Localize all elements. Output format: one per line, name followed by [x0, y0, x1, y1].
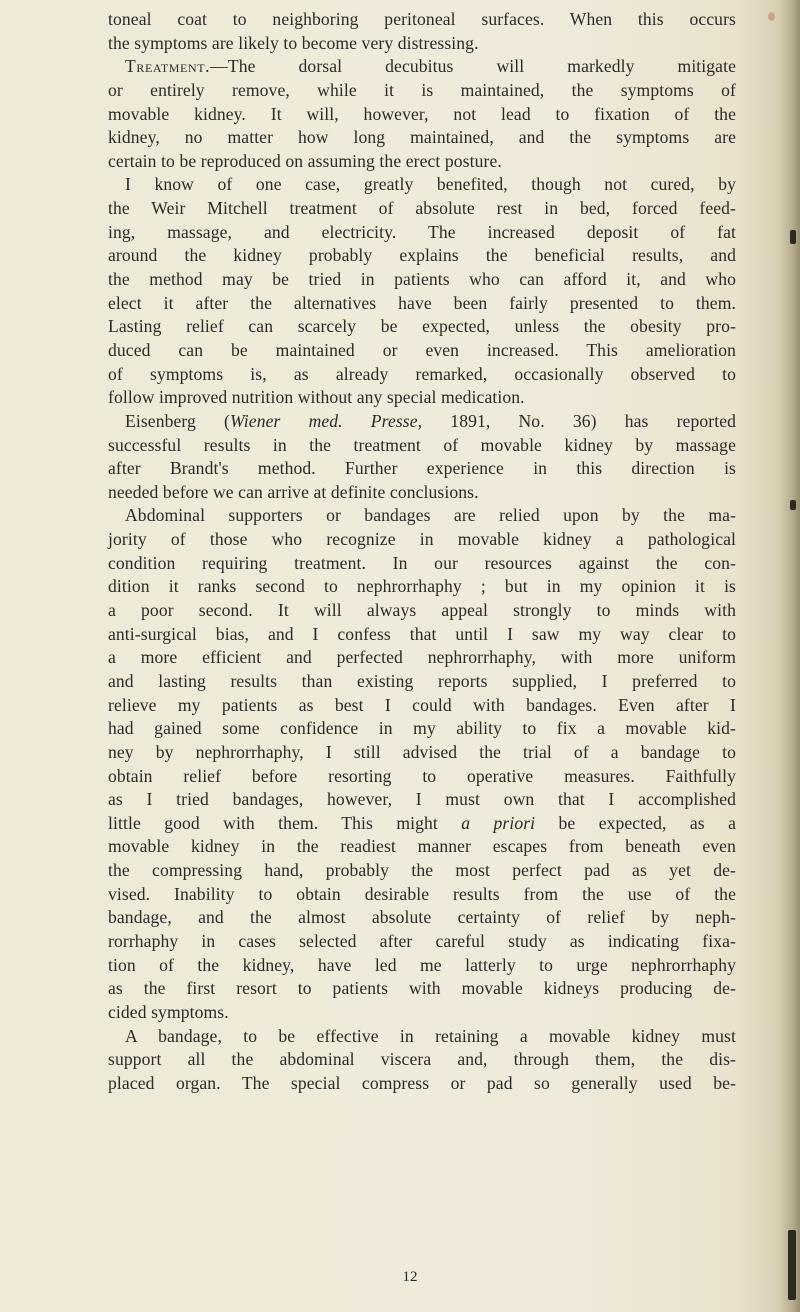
page-edge-mark: [790, 500, 796, 510]
text-line: a more efficient and perfected nephrorrhaphy, with more uniform: [108, 647, 736, 668]
page-edge-mark: [788, 1230, 796, 1300]
text-line: cided symptoms.: [108, 1001, 229, 1022]
section-heading: Treatment.: [125, 56, 211, 77]
text-line: a poor second. It will always appeal strongly to minds with: [108, 600, 736, 621]
text-line: needed before we can arrive at definite conclusions.: [108, 481, 479, 502]
text-line: vised. Inability to obtain desirable results from the use of the: [108, 883, 736, 904]
text-line: bandage, and the almost absolute certainty of relief by neph-: [108, 907, 736, 928]
text-line: toneal coat to neighboring peritoneal surfaces. When this occurs: [108, 9, 736, 29]
text-line: as I tried bandages, however, I must own that I accomplished: [108, 789, 736, 810]
text-line: condition requiring treatment. In our resources against the con-: [108, 552, 736, 573]
text-line: ing, massage, and electricity. The increased deposit of fat: [108, 221, 736, 242]
page-number: 12: [402, 1269, 418, 1285]
text-line: placed organ. The special compress or pad so generally used be-: [108, 1072, 736, 1093]
text-line: [108, 410, 736, 434]
page-blemish: [768, 12, 775, 21]
latin-phrase: a priori: [461, 812, 536, 833]
body-text: [108, 8, 736, 1095]
page-edge-shadow: [778, 0, 800, 1312]
text-line: support all the abdominal viscera and, through them, the dis-: [108, 1049, 736, 1070]
text-line: Lasting relief can scarcely be expected, unless the obesity pro-: [108, 316, 736, 337]
text-line: had gained some confidence in my ability to fix a movable kid-: [108, 718, 736, 739]
text-line: anti-surgical bias, and I confess that until I saw my way clear to: [108, 623, 736, 644]
text-fragment: —The dorsal decubitus will markedly mitigate: [210, 56, 736, 77]
text-line: movable kidney. It will, however, not lead to fixation of the: [108, 103, 736, 124]
text-line: successful results in the treatment of movable kidney by massage: [108, 434, 736, 455]
text-line: certain to be reproduced on assuming the erect posture.: [108, 150, 502, 171]
text-line: of symptoms is, as already remarked, occasionally observed to: [108, 363, 736, 384]
text-line: kidney, no matter how long maintained, and the symptoms are: [108, 127, 736, 148]
text-line: relieve my patients as best I could with bandages. Even after I: [108, 694, 736, 715]
text-line: rorrhaphy in cases selected after careful study as indicating fixa-: [108, 930, 736, 951]
citation: Wiener med. Presse,: [230, 410, 423, 431]
text-line: as the first resort to patients with movable kidneys producing de-: [108, 978, 736, 999]
text-line: [108, 55, 736, 79]
text-line: dition it ranks second to nephrorrhaphy ; but in my opinion it is: [108, 576, 736, 597]
text-line: duced can be maintained or even increased. This amelioration: [108, 339, 736, 360]
text-line: movable kidney in the readiest manner escapes from beneath even: [108, 836, 736, 857]
text-line: around the kidney probably explains the beneficial results, and: [108, 245, 736, 266]
text-line: and lasting results than existing reports supplied, I preferred to: [108, 670, 736, 691]
text-line: tion of the kidney, have led me latterly to urge nephrorrhaphy: [108, 954, 736, 975]
text-line: the symptoms are likely to become very distressing.: [108, 32, 479, 53]
text-fragment: 1891, No. 36) has reported: [450, 410, 736, 431]
text-line: the compressing hand, probably the most perfect pad as yet de-: [108, 860, 736, 881]
text-line: the method may be tried in patients who can afford it, and who: [108, 269, 736, 290]
text-fragment: Eisenberg (: [125, 410, 231, 431]
text-line: Abdominal supporters or bandages are relied upon by the ma-: [125, 505, 736, 526]
text-line: I know of one case, greatly benefited, though not cured, by: [125, 174, 736, 195]
text-line: elect it after the alternatives have been fairly presented to them.: [108, 292, 736, 313]
text-line: or entirely remove, while it is maintained, the symptoms of: [108, 79, 736, 100]
text-fragment: be expected, as a: [535, 812, 736, 833]
page-edge-mark: [790, 230, 796, 244]
text-line: [108, 812, 736, 836]
text-line: A bandage, to be effective in retaining a movable kidney must: [125, 1025, 736, 1046]
text-line: jority of those who recognize in movable kidney a pathological: [108, 529, 736, 550]
text-line: follow improved nutrition without any special medication.: [108, 387, 525, 408]
text-line: the Weir Mitchell treatment of absolute rest in bed, forced feed-: [108, 198, 736, 219]
text-line: ney by nephrorrhaphy, I still advised the trial of a bandage to: [108, 741, 736, 762]
text-line: obtain relief before resorting to operative measures. Faithfully: [108, 765, 736, 786]
text-fragment: little good with them. This might: [108, 812, 462, 833]
text-line: after Brandt's method. Further experience in this direction is: [108, 458, 736, 479]
